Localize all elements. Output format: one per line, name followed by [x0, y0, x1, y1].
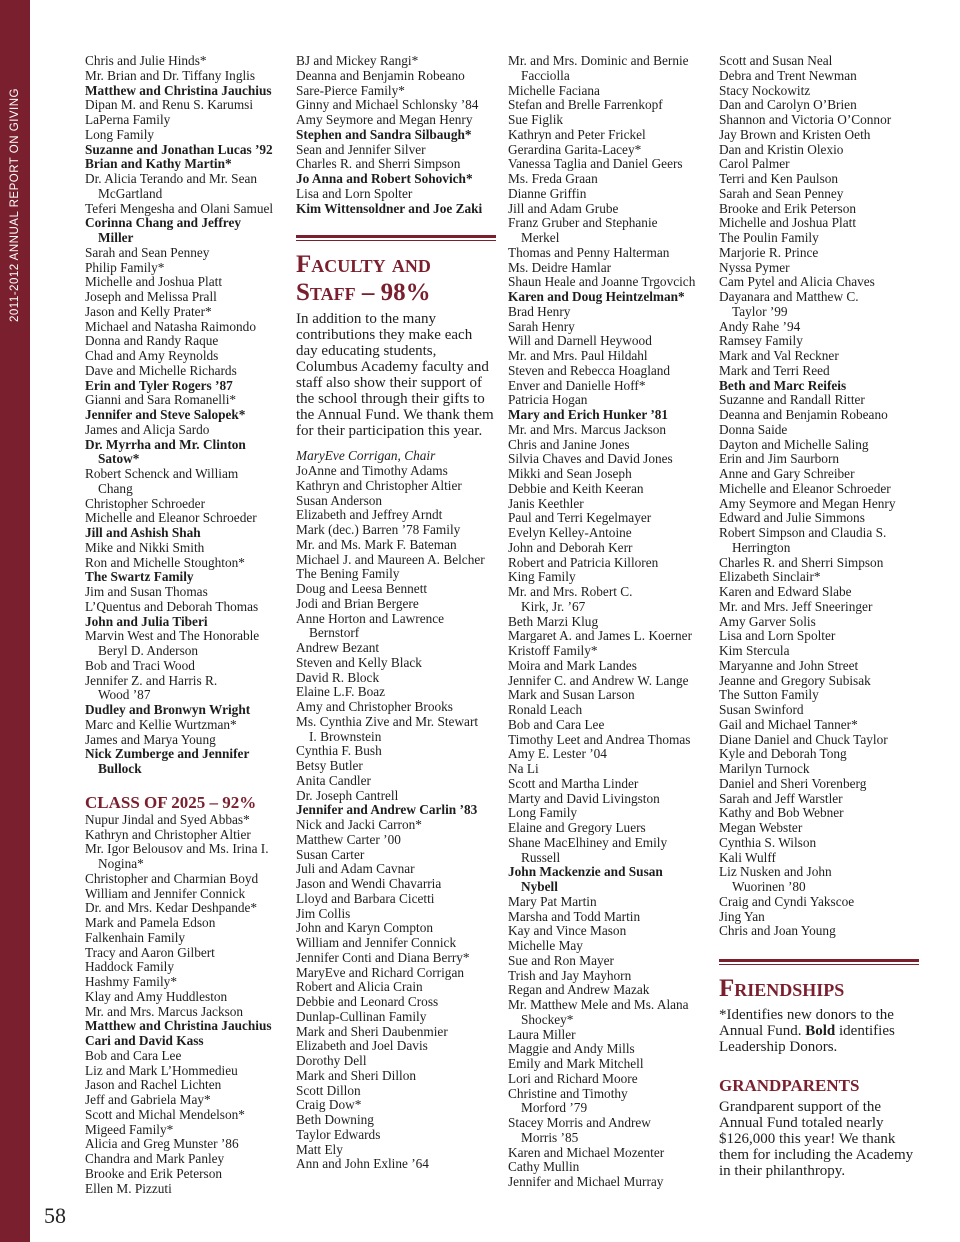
donor-name: Evelyn Kelley-Antoine	[508, 525, 632, 540]
donor-name: James and Alicja Sardo	[85, 421, 210, 437]
donor-name: Lisa and Lorn Spolter	[296, 185, 413, 201]
donor-name: Jennifer Z. and Harris R.	[85, 672, 218, 688]
donor-name: Susan Anderson	[296, 492, 383, 508]
donor-name: Mr. and Mrs. Paul Hildahl	[508, 348, 648, 363]
donor-name: MaryEve and Richard Corrigan	[296, 964, 465, 980]
donor-name: Lloyd and Barbara Cicetti	[296, 890, 435, 906]
donor-name: Jill and Ashish Shah	[85, 525, 201, 540]
donor-name: Scott and Michal Mendelson*	[85, 1106, 245, 1122]
donor-name: Bob and Cara Lee	[85, 1047, 182, 1063]
donor-name: Corinna Chang and Jeffrey	[85, 215, 242, 231]
donor-name: Kim Wittensoldner and Joe Zaki	[296, 200, 483, 216]
donor-name: Jennifer and Steve Salopek*	[85, 407, 246, 422]
donor-name: The Sutton Family	[719, 687, 819, 703]
donor-name: Jay Brown and Kristen Oeth	[719, 126, 871, 142]
donor-name-continuation: Russell	[521, 849, 561, 865]
donor-name: Terri and Ken Paulson	[719, 171, 839, 186]
donor-name-continuation: Chang	[98, 480, 133, 496]
donor-name: Anita Candler	[296, 772, 371, 788]
donor-name: Charles R. and Sherri Simpson	[296, 156, 461, 172]
donor-name: Scott and Susan Neal	[719, 53, 833, 68]
donor-name: Chris and Janine Jones	[508, 436, 630, 452]
donor-name: Hashmy Family*	[85, 974, 177, 989]
donor-name: Stefan and Brelle Farrenkopf	[508, 97, 663, 113]
donor-name: Dayton and Michelle Saling	[719, 436, 869, 452]
donor-name: Beth Marzi Klug	[508, 613, 599, 629]
donor-name: Michael and Natasha Raimondo	[85, 318, 256, 334]
donor-name: Michelle May	[508, 938, 583, 953]
donor-name: Juli and Adam Cavnar	[296, 861, 415, 877]
donor-name: Suzanne and Jonathan Lucas ’92	[85, 141, 273, 157]
donor-name: Daniel and Sheri Vorenberg	[719, 775, 867, 791]
donor-name: Elizabeth and Jeffrey Arndt	[296, 507, 443, 523]
donor-name: Bob and Traci Wood	[85, 657, 195, 673]
donor-name: Scott Dillon	[296, 1082, 361, 1098]
donor-name: Scott and Martha Linder	[508, 775, 639, 791]
donor-name: Regan and Andrew Mazak	[508, 982, 650, 998]
donor-name: Charles R. and Sherri Simpson	[719, 554, 884, 570]
donor-name: Amy Seymore and Megan Henry	[719, 495, 896, 511]
donor-name: Donna Saide	[719, 421, 788, 437]
donor-name-continuation: Merkel	[521, 230, 560, 245]
donor-name: Trish and Jay Mayhorn	[508, 967, 632, 983]
donor-name: Matthew and Christina Jauchius	[85, 82, 272, 98]
donor-name: The Poulin Family	[719, 230, 819, 245]
donor-name: Chad and Amy Reynolds	[85, 348, 219, 363]
donor-name: Michelle and Joshua Platt	[719, 215, 857, 231]
donor-name: Mary and Erich Hunker ’81	[508, 407, 669, 422]
faculty-donor-list	[296, 449, 496, 1172]
donor-name: John Mackenzie and Susan	[508, 864, 663, 880]
donor-name: James and Marya Young	[85, 731, 216, 747]
donor-name: Dave and Michelle Richards	[85, 362, 237, 378]
donor-name: Janis Keethler	[508, 495, 584, 511]
donor-name: Timothy Leet and Andrea Thomas	[508, 731, 691, 747]
donor-name: Kathy and Bob Webner	[719, 805, 844, 821]
donor-name: Dianne Griffin	[508, 185, 587, 201]
donor-name: Sarah and Sean Penney	[85, 244, 210, 260]
donor-name: Moira and Mark Landes	[508, 657, 637, 673]
donor-name: Mark and Sheri Dillon	[296, 1067, 417, 1083]
donor-name: Megan Webster	[719, 820, 803, 835]
donor-name: Stephen and Sandra Silbaugh*	[296, 126, 472, 142]
friendships-note-text: *Identifies new donors to the Annual Fund.	[719, 1007, 894, 1039]
donor-name: Mark and Susan Larson	[508, 687, 635, 703]
donor-name: Jing Yan	[719, 908, 765, 924]
donor-name: Liz and Mark L’Hommedieu	[85, 1062, 238, 1078]
donor-name: Debbie and Leonard Cross	[296, 994, 439, 1009]
donor-name-continuation: Satow*	[98, 451, 140, 467]
donor-name: John and Julia Tiberi	[85, 613, 208, 629]
donor-name: Anne Horton and Lawrence	[296, 610, 445, 626]
friendships-note	[719, 1007, 919, 1055]
donor-name: Shaun Heale and Joanne Trgovcich	[508, 274, 696, 290]
donor-name: Enver and Danielle Hoff*	[508, 377, 646, 393]
column-3	[508, 54, 708, 1190]
donor-name: Stacy Nockowitz	[719, 82, 811, 98]
donor-name: Emily and Mark Mitchell	[508, 1056, 644, 1071]
donor-name: Robert and Patricia Killoren	[508, 554, 659, 570]
donor-name: Dr. Joseph Cantrell	[296, 787, 399, 803]
donor-name: Dr. Alicia Terando and Mr. Sean	[85, 171, 258, 186]
donor-name: Deanna and Benjamin Robeano	[296, 67, 465, 83]
column-4	[719, 54, 919, 1189]
donor-name: Cam Pytel and Alicia Chaves	[719, 274, 875, 290]
donor-name: Klay and Amy Huddleston	[85, 988, 228, 1004]
donor-name-continuation: Nogina*	[98, 856, 144, 871]
donor-name: Silvia Chaves and David Jones	[508, 451, 673, 467]
donor-name: Craig and Cyndi Yakscoe	[719, 893, 855, 909]
donor-name: Marilyn Turnock	[719, 761, 810, 776]
donor-name: Ginny and Michael Schlonsky ’84	[296, 97, 479, 113]
donor-name: Nick and Jacki Carron*	[296, 817, 422, 832]
donor-name: Debbie and Keith Keeran	[508, 480, 644, 496]
donor-name: Mr. and Mrs. Jeff Sneeringer	[719, 598, 873, 614]
donor-name-continuation: Herrington	[732, 539, 791, 555]
donor-name: Elizabeth Sinclair*	[719, 569, 821, 585]
donor-list	[508, 54, 708, 1190]
friendships-heading: Friendships	[719, 975, 845, 1002]
donor-name: Cari and David Kass	[85, 1033, 204, 1048]
column-2	[296, 54, 496, 1172]
donor-name: Ms. Cynthia Zive and Mr. Stewart	[296, 713, 479, 729]
donor-name-continuation: Morris ’85	[521, 1129, 579, 1145]
donor-name: Paul and Terri Kegelmayer	[508, 510, 652, 526]
donor-name: Jo Anna and Robert Sohovich*	[296, 171, 473, 186]
donor-name: Mike and Nikki Smith	[85, 539, 205, 555]
donor-name: Sarah and Jeff Warstler	[719, 790, 843, 806]
donor-name: Beth and Marc Reifeis	[719, 377, 847, 393]
donor-name-continuation: Taylor ’99	[732, 303, 788, 319]
donor-name: Na Li	[508, 761, 539, 776]
donor-name: Sue and Ron Mayer	[508, 952, 614, 968]
donor-name: Christopher and Charmian Boyd	[85, 870, 259, 886]
donor-name-continuation: I. Brownstein	[309, 728, 382, 744]
donor-name: Suzanne and Randall Ritter	[719, 392, 865, 408]
donor-name-continuation: Wood ’87	[98, 687, 151, 703]
donor-name-continuation: Bullock	[98, 761, 142, 776]
donor-name: Nyssa Pymer	[719, 259, 790, 275]
donor-name: Vanessa Taglia and Daniel Geers	[508, 156, 683, 172]
donor-name: Jason and Rachel Lichten	[85, 1077, 222, 1093]
donor-name: Mikki and Sean Joseph	[508, 466, 632, 481]
donor-name: Steven and Kelly Black	[296, 654, 422, 670]
donor-name: Mr. Brian and Dr. Tiffany Inglis	[85, 67, 256, 83]
donor-name: Mark and Pamela Edson	[85, 915, 216, 930]
donor-name: Mr. Matthew Mele and Ms. Alana	[508, 997, 689, 1012]
donor-name: Jennifer C. and Andrew W. Lange	[508, 672, 689, 688]
donor-name: Amy Seymore and Megan Henry	[296, 112, 473, 127]
donor-name: Sarah and Sean Penney	[719, 185, 844, 201]
donor-name: Haddock Family	[85, 959, 175, 975]
donor-name: Jim Collis	[296, 905, 351, 921]
donor-name: Mark and Sheri Daubenmier	[296, 1023, 448, 1039]
donor-name: Matt Ely	[296, 1141, 343, 1157]
donor-name: Beth Downing	[296, 1112, 374, 1127]
donor-name-continuation: Nybell	[521, 879, 558, 894]
donor-name: Mr. Igor Belousov and Ms. Irina I.	[85, 841, 269, 857]
donor-name: Taylor Edwards	[296, 1126, 381, 1142]
donor-name: Matthew and Christina Jauchius	[85, 1018, 272, 1034]
donor-name: Erin and Jim Saurborn	[719, 451, 840, 467]
donor-name: Thomas and Penny Halterman	[508, 244, 670, 260]
donor-name: Nick Zumberge and Jennifer	[85, 746, 250, 762]
donor-name: Philip Family*	[85, 259, 165, 275]
donor-name: Ms. Deidre Hamlar	[508, 259, 612, 275]
donor-name: Lori and Richard Moore	[508, 1070, 638, 1086]
donor-name: Marty and David Livingston	[508, 790, 660, 806]
donor-name: Tracy and Aaron Gilbert	[85, 944, 215, 960]
donor-name: Craig Dow*	[296, 1097, 362, 1113]
donor-name: Mr. and Mrs. Dominic and Bernie	[508, 53, 689, 68]
donor-name: Gianni and Sara Romanelli*	[85, 392, 237, 408]
donor-list	[85, 54, 285, 777]
donor-name: Amy E. Lester ’04	[508, 746, 607, 762]
column-1	[85, 54, 285, 1196]
donor-name: Lisa and Lorn Spolter	[719, 628, 836, 644]
donor-name: LaPerna Family	[85, 112, 171, 127]
donor-name: Dipan M. and Renu S. Karumsi	[85, 97, 254, 113]
donor-name: Karen and Doug Heintzelman*	[508, 289, 685, 304]
donor-name: Brooke and Erik Peterson	[85, 1165, 223, 1181]
donor-name: Dan and Carolyn O’Brien	[719, 97, 857, 113]
donor-name: Falkenhain Family	[85, 929, 186, 945]
donor-name: Sue Figlik	[508, 112, 564, 127]
bold-label: Bold	[805, 1023, 836, 1039]
donor-name: Elaine L.F. Boaz	[296, 684, 386, 700]
donor-name: John and Deborah Kerr	[508, 539, 633, 555]
donor-name: MaryEve Corrigan, Chair	[296, 448, 436, 464]
donor-name: JoAnne and Timothy Adams	[296, 463, 448, 478]
donor-name: Joseph and Melissa Prall	[85, 289, 217, 304]
donor-name: Bob and Cara Lee	[508, 716, 605, 732]
donor-name: Jason and Kelly Prater*	[85, 303, 212, 319]
donor-name: Elaine and Gregory Luers	[508, 820, 646, 835]
donor-name: Mark (dec.) Barren ’78 Family	[296, 522, 461, 537]
donor-name: Migeed Family*	[85, 1121, 174, 1137]
donor-name: Dr. Myrrha and Mr. Clinton	[85, 436, 246, 452]
donor-list	[296, 54, 496, 216]
donor-name: Michelle and Eleanor Schroeder	[719, 480, 891, 496]
donor-list	[719, 54, 919, 939]
donor-name: King Family	[508, 569, 576, 585]
donor-name: Christine and Timothy	[508, 1085, 628, 1101]
donor-name: BJ and Mickey Rangi*	[296, 53, 419, 68]
donor-name: Chris and Joan Young	[719, 923, 836, 939]
donor-name: Anne and Gary Schreiber	[719, 466, 855, 481]
donor-name: Liz Nusken and John	[719, 864, 832, 880]
grandparents-text: Grandparent support of the Annual Fund totaled nearly $126,000 this year! We thank them for including the Academy in their philanthropy.	[719, 1099, 914, 1179]
donor-name-continuation: Facciolla	[521, 67, 570, 83]
class-2025-donor-list	[85, 813, 285, 1197]
donor-name: Matthew Carter ’00	[296, 831, 401, 847]
donor-name: Teferi Mengesha and Olani Samuel	[85, 200, 274, 216]
donor-name: Stacey Morris and Andrew	[508, 1115, 651, 1130]
donor-name: Betsy Butler	[296, 758, 363, 773]
donor-name: Cathy Mullin	[508, 1159, 580, 1175]
donor-name: Diane Daniel and Chuck Taylor	[719, 731, 888, 747]
donor-name: Robert Simpson and Claudia S.	[719, 525, 887, 540]
donor-name: Kathryn and Peter Frickel	[508, 126, 646, 142]
donor-name: Nupur Jindal and Syed Abbas*	[85, 811, 250, 827]
donor-name: Jennifer and Andrew Carlin ’83	[296, 802, 478, 818]
donor-name: Donna and Randy Raque	[85, 333, 219, 349]
donor-name-continuation: Beryl D. Anderson	[98, 643, 199, 658]
donor-name: Amy Garver Solis	[719, 613, 816, 629]
friendships-note-text-end: identifies Leadership Donors.	[719, 1023, 895, 1055]
faculty-heading-line2: Staff – 98%	[296, 279, 431, 307]
faculty-heading-line1: Faculty and	[296, 251, 431, 279]
donor-name: Long Family	[508, 805, 578, 821]
donor-name: Michael J. and Maureen A. Belcher	[296, 551, 485, 567]
donor-name: Maryanne and John Street	[719, 657, 859, 673]
donor-name: Maggie and Andy Mills	[508, 1041, 635, 1057]
donor-name: Ramsey Family	[719, 333, 803, 349]
donor-name: Cynthia S. Wilson	[719, 834, 817, 850]
donor-name: Dan and Kristin Olexio	[719, 141, 844, 157]
donor-name: Mr. and Ms. Mark F. Bateman	[296, 536, 457, 552]
donor-name: Christopher Schroeder	[85, 495, 206, 511]
faculty-intro: In addition to the many contributions they make each day educating students, Columbus Academy faculty and staff also show their support of the school through their gifts to the Annual Fund. We thank them for their participation this year.	[296, 311, 494, 440]
donor-name: William and Jennifer Connick	[85, 885, 246, 901]
donor-name: Dorothy Dell	[296, 1053, 367, 1068]
donor-name: Mr. and Mrs. Marcus Jackson	[508, 421, 667, 437]
donor-name: Jim and Susan Thomas	[85, 584, 208, 599]
donor-name: Marvin West and The Honorable	[85, 628, 260, 644]
donor-name: Dr. and Mrs. Kedar Deshpande*	[85, 900, 258, 916]
donor-name: Mary Pat Martin	[508, 893, 597, 909]
donor-name: Brooke and Erik Peterson	[719, 200, 857, 216]
donor-name: Steven and Rebecca Hoagland	[508, 362, 671, 378]
donor-name: John and Karyn Compton	[296, 920, 434, 936]
donor-name: David R. Block	[296, 669, 380, 685]
donor-name: Mark and Terri Reed	[719, 362, 830, 378]
class-2025-heading: CLASS OF 2025 – 92%	[85, 792, 257, 812]
donor-name: Robert Schenck and William	[85, 466, 239, 481]
donor-name: Margaret A. and James L. Koerner	[508, 628, 693, 644]
grandparents-heading: GRANDPARENTS	[719, 1076, 860, 1095]
donor-name-continuation: Bernstorf	[309, 625, 360, 641]
donor-name: Sare-Pierce Family*	[296, 82, 405, 98]
donor-name: Susan Swinford	[719, 702, 804, 717]
donor-name: Carol Palmer	[719, 156, 790, 172]
donor-name: Debra and Trent Newman	[719, 67, 857, 83]
donor-name: The Bening Family	[296, 566, 400, 582]
donor-name: Kay and Vince Mason	[508, 923, 627, 939]
donor-name: Ronald Leach	[508, 702, 583, 717]
donor-name: Jeff and Gabriela May*	[85, 1092, 211, 1107]
donor-name: Brad Henry	[508, 303, 571, 319]
donor-name: Kathryn and Christopher Altier	[296, 477, 462, 493]
donor-name: Andrew Bezant	[296, 640, 380, 655]
donor-name: Brian and Kathy Martin*	[85, 156, 232, 172]
donor-name: Michelle Faciana	[508, 82, 600, 98]
donor-name: Jennifer Conti and Diana Berry*	[296, 949, 470, 965]
report-title: 2011-2012 ANNUAL REPORT ON GIVING	[9, 87, 21, 323]
donor-name: Karen and Michael Mozenter	[508, 1144, 665, 1160]
donor-name: Michelle and Eleanor Schroeder	[85, 510, 257, 526]
donor-name: Kristoff Family*	[508, 643, 598, 658]
donor-name: William and Jennifer Connick	[296, 935, 457, 950]
donor-name: Sarah Henry	[508, 318, 575, 334]
donor-name: Andy Rahe ’94	[719, 318, 801, 334]
donor-name-continuation: Wuorinen ’80	[732, 879, 806, 894]
donor-name: Mr. and Mrs. Marcus Jackson	[85, 1003, 244, 1019]
donor-name: Robert and Alicia Crain	[296, 979, 423, 995]
donor-name: Marjorie R. Prince	[719, 244, 819, 260]
donor-name: Kim Stercula	[719, 643, 790, 658]
donor-name: Jeanne and Gregory Subisak	[719, 672, 871, 688]
donor-name: Alicia and Greg Munster ’86	[85, 1136, 239, 1152]
donor-name: Mark and Val Reckner	[719, 348, 839, 363]
donor-name: Chandra and Mark Panley	[85, 1151, 225, 1166]
donor-name-continuation: Shockey*	[521, 1011, 574, 1027]
donor-name: Chris and Julie Hinds*	[85, 53, 207, 68]
donor-name-continuation: Morford ’79	[521, 1100, 588, 1116]
donor-name: Dayanara and Matthew C.	[719, 289, 859, 304]
donor-name: Ron and Michelle Stoughton*	[85, 554, 245, 570]
donor-name: Jason and Wendi Chavarria	[296, 876, 442, 891]
page-number: 58	[44, 1203, 66, 1228]
donor-name: Jennifer and Michael Murray	[508, 1174, 664, 1189]
donor-name: Will and Darnell Heywood	[508, 333, 652, 349]
donor-name: Shannon and Victoria O’Connor	[719, 112, 892, 127]
donor-name: Edward and Julie Simmons	[719, 510, 865, 526]
donor-name: Michelle and Joshua Platt	[85, 274, 223, 290]
donor-name: Erin and Tyler Rogers ’87	[85, 377, 233, 393]
donor-name: Ellen M. Pizzuti	[85, 1180, 172, 1196]
donor-name: The Swartz Family	[85, 569, 194, 585]
donor-name: Sean and Jennifer Silver	[296, 141, 426, 157]
donor-name: Marc and Kellie Wurtzman*	[85, 716, 237, 732]
donor-name: Marsha and Todd Martin	[508, 908, 641, 924]
donor-name: Ms. Freda Graan	[508, 171, 598, 186]
donor-name: Long Family	[85, 126, 155, 142]
donor-name: L’Quentus and Deborah Thomas	[85, 598, 259, 614]
donor-name: Kathryn and Christopher Altier	[85, 826, 251, 842]
donor-name: Kyle and Deborah Tong	[719, 746, 847, 762]
donor-name: Gail and Michael Tanner*	[719, 716, 858, 732]
donor-name: Karen and Edward Slabe	[719, 584, 852, 599]
donor-name: Elizabeth and Joel Davis	[296, 1038, 428, 1054]
donor-name: Gerardina Garita-Lacey*	[508, 141, 642, 157]
donor-name: Amy and Christopher Brooks	[296, 699, 453, 714]
donor-name-continuation: McGartland	[98, 185, 163, 201]
sidebar-band	[0, 0, 30, 1242]
donor-name: Jill and Adam Grube	[508, 200, 619, 216]
donor-name: Franz Gruber and Stephanie	[508, 215, 658, 231]
donor-name: Kali Wulff	[719, 849, 776, 865]
donor-name: Cynthia F. Bush	[296, 743, 382, 759]
donor-name: Ann and John Exline ’64	[296, 1156, 429, 1172]
donor-name: Patricia Hogan	[508, 392, 588, 408]
donor-name: Dudley and Bronwyn Wright	[85, 702, 251, 717]
donor-name: Susan Carter	[296, 846, 365, 862]
donor-name: Mr. and Mrs. Robert C.	[508, 584, 633, 599]
donor-name: Jodi and Brian Bergere	[296, 595, 419, 611]
donor-name: Dunlap-Cullinan Family	[296, 1008, 427, 1024]
donor-name: Shane MacElhiney and Emily	[508, 834, 668, 850]
donor-name: Doug and Leesa Bennett	[296, 581, 428, 596]
donor-name: Laura Miller	[508, 1026, 576, 1042]
donor-name-continuation: Miller	[98, 230, 134, 245]
donor-name: Deanna and Benjamin Robeano	[719, 407, 888, 422]
donor-name-continuation: Kirk, Jr. ’67	[521, 598, 586, 614]
